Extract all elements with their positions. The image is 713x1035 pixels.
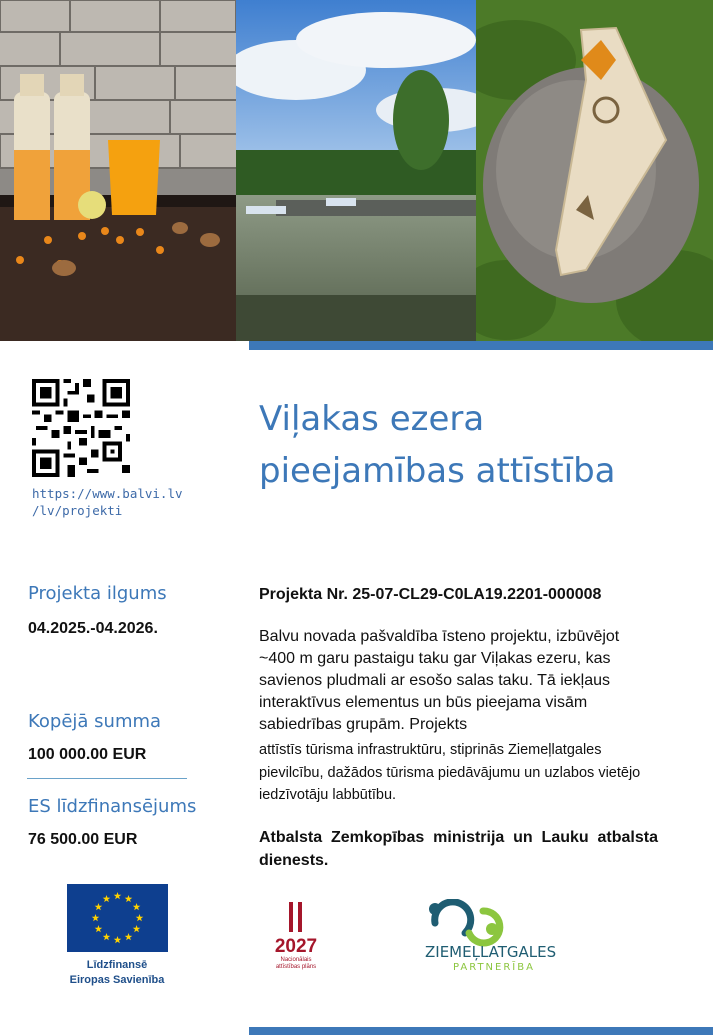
support-statement: Atbalsta Zemkopības ministrija un Lauku atbalsta dienests. (259, 829, 658, 869)
eu-cofinancing-label: ES līdzfinansējums (28, 796, 197, 817)
projects-link[interactable]: https://www.balvi.lv /lv/projekti (32, 486, 183, 518)
ziemellatgales-partneriba-logo (425, 899, 575, 971)
divider (27, 778, 187, 779)
duration-label: Projekta ilgums (28, 583, 167, 604)
juice-bottles-photo (0, 0, 236, 341)
lake-pier-photo (236, 0, 476, 341)
page-title: Viļakas ezera pieejamības attīstība (259, 399, 616, 491)
national-development-plan-logo (266, 902, 326, 970)
project-description-continued: attīstīs tūrisma infrastruktūru, stiprinās Ziemeļlatgales pievilcību, dažādos tūrisma piedāvājumu un uzlabos vietējo iedzīvotāju labbūtību. (259, 742, 641, 803)
eu-caption-line1: Līdzfinansē (86, 959, 148, 971)
total-sum-label: Kopējā summa (28, 711, 162, 732)
eu-cofinancing-value: 76 500.00 EUR (28, 831, 138, 848)
accent-bar-top (249, 341, 713, 350)
kokle-on-stone-photo (476, 0, 713, 341)
project-description: Balvu novada pašvaldība īsteno projektu, izbūvējot ~400 m garu pastaigu taku gar Viļakas ezeru, kas savienos pludmali ar esošo salas taku. Tā iekļaus interaktīvus elementus un būs pieejama visām sabiedrības grupām. Projekts (259, 628, 620, 733)
duration-value: 04.2025.-04.2026. (28, 620, 158, 637)
accent-bar-bottom (249, 1027, 713, 1035)
eu-caption-line2: Eiropas Savienība (69, 974, 165, 986)
npp-line1: Nacionālais (280, 957, 312, 963)
zp-line1: ZIEMEĻLATGALES (425, 943, 557, 961)
zp-line2: PARTNERĪBA (453, 962, 535, 971)
eu-caption (42, 958, 192, 988)
npp-year: 2027 (274, 936, 318, 957)
eu-flag-logo (67, 884, 168, 952)
project-number: Projekta Nr. 25-07-CL29-C0LA19.2201-000008 (259, 586, 602, 603)
total-sum-value: 100 000.00 EUR (28, 746, 147, 763)
qr-code[interactable] (32, 379, 130, 477)
npp-line2: attīstības plāns (275, 964, 317, 970)
